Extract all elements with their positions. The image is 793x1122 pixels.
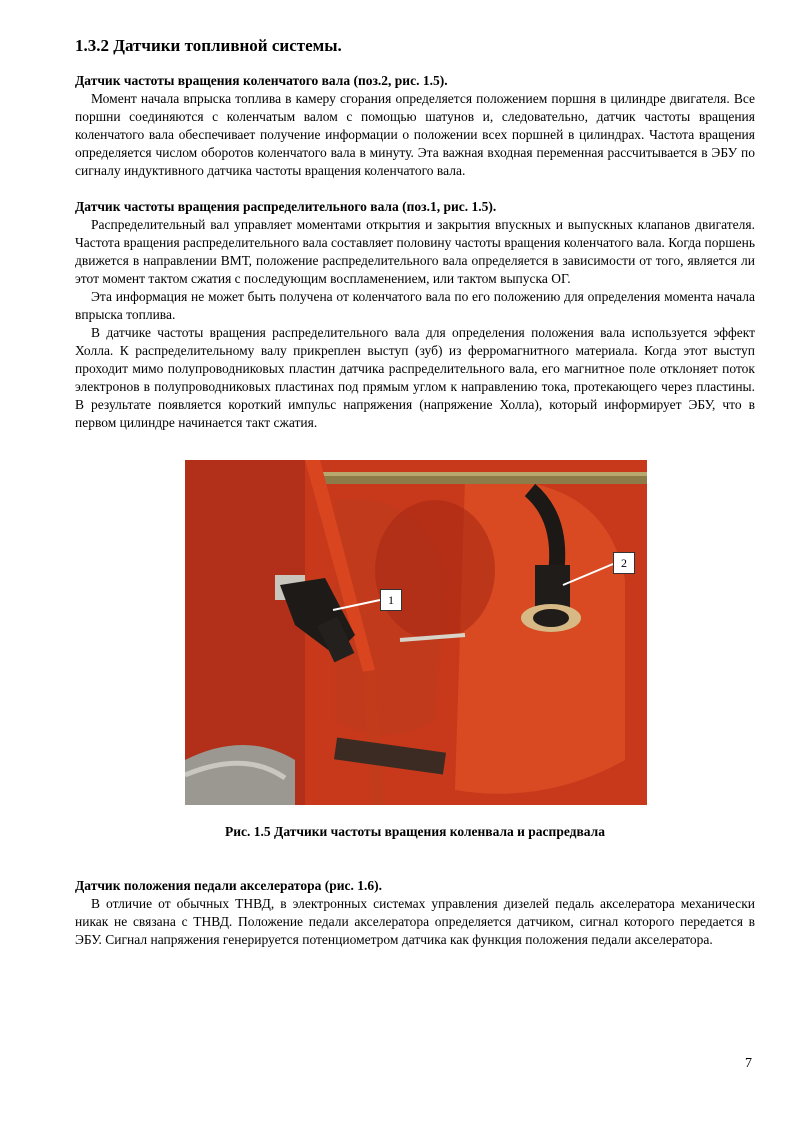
section-title: 1.3.2 Датчики топливной системы. bbox=[75, 36, 342, 55]
cam-sensor-paragraph-3: В датчике частоты вращения распределительного вала для определения положения вала используется эффект Холла. К распределительному валу прикреплен выступ (зуб) из ферромагнитного материала. Когда этот выступ проходит мимо полупроводниковых пластин датчика распределительного вала, его магнитное поле отклоняет поток электронов в полупроводниковых пластинах под прямым углом к направлению тока, протекающего через пластины. В результате появляется короткий импульс напряжения (напряжение Холла), который информирует ЭБУ, что в первом цилиндре начинается такт сжатия. bbox=[75, 325, 755, 430]
pedal-sensor-heading: Датчик положения педали акселератора (рис. 1.6). bbox=[75, 878, 382, 893]
engine-sensors-photo bbox=[185, 460, 647, 805]
engine-photo-illustration bbox=[185, 460, 647, 805]
figure-caption: Рис. 1.5 Датчики частоты вращения коленвала и распредвала bbox=[225, 824, 605, 839]
callout-1: 1 bbox=[380, 589, 402, 611]
crank-sensor-paragraph: Момент начала впрыска топлива в камеру сгорания определяется положением поршня в цилиндре двигателя. Все поршни соединяются с коленчатым валом с помощью шатунов и, следовательно, датчик частоты вращения коленчатого вала обеспечивает получение информации о положении всех поршней в цилиндрах. Частота вращения определяется числом оборотов коленчатого вала в минуту. Эта важная входная переменная рассчитывается в ЭБУ по сигналу индуктивного датчика частоты вращения коленчатого вала. bbox=[75, 91, 755, 178]
page-content bbox=[75, 36, 755, 949]
callout-2: 2 bbox=[613, 552, 635, 574]
cam-sensor-paragraph-1: Распределительный вал управляет моментами открытия и закрытия впускных и выпускных клапанов двигателя. Частота вращения распределительного вала составляет половину частоты вращения коленчатого вала. Когда поршень движется в направлении ВМТ, положение распределительного вала определяется в зависимости от того, является ли этот момент тактом сжатия с последующим воспламенением, или тактом выпуска ОГ. bbox=[75, 217, 755, 286]
page-number: 7 bbox=[745, 1056, 752, 1071]
pedal-sensor-paragraph: В отличие от обычных ТНВД, в электронных системах управления дизелей педаль акселератора механически никак не связана с ТНВД. Положение педали акселератора определяется датчиком, сигнал которого передается в ЭБУ. Сигнал напряжения генерируется потенциометром датчика как функция положения педали акселератора. bbox=[75, 896, 755, 947]
cam-sensor-heading: Датчик частоты вращения распределительного вала (поз.1, рис. 1.5). bbox=[75, 199, 497, 214]
cam-sensor-paragraph-2: Эта информация не может быть получена от коленчатого вала по его положению для определения момента начала впрыска топлива. bbox=[75, 289, 755, 322]
crank-sensor-heading: Датчик частоты вращения коленчатого вала (поз.2, рис. 1.5). bbox=[75, 73, 448, 88]
